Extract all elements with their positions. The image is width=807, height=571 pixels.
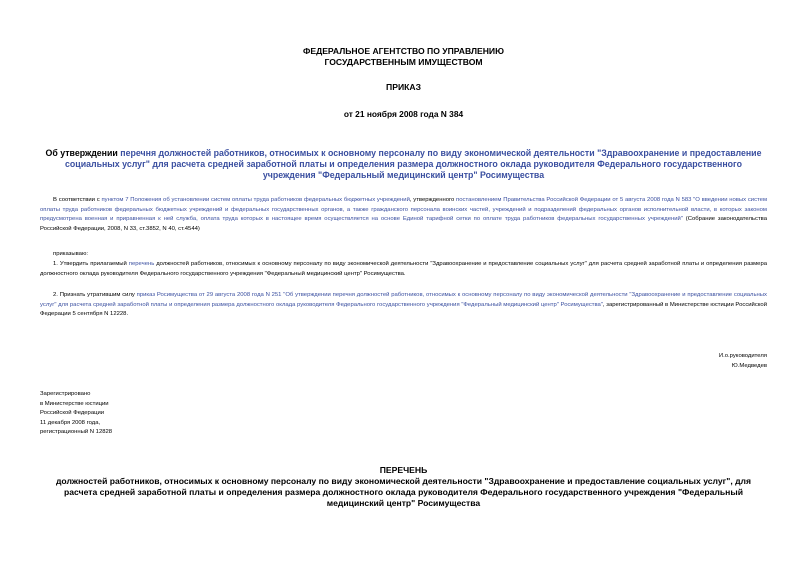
registration-line-3: Российской Федерации <box>40 410 105 416</box>
preamble-text-2: , утвержденного <box>409 197 457 203</box>
signatory-title: И.о.руководителя <box>718 353 767 359</box>
item-2-paragraph <box>40 291 767 320</box>
document-date-number: от 21 ноября 2008 года N 384 <box>343 109 464 119</box>
subject-prefix: Об утверждении <box>45 148 121 158</box>
agency-line-2: ГОСУДАРСТВЕННЫМ ИМУЩЕСТВОМ <box>324 57 483 67</box>
preamble-link-2[interactable]: постановлением Правительства Российской Федерации от 5 августа 2008 года N 583 "О введении новых систем оплаты труда работников федеральных бюджетных учреждений и федеральных государственных органов, а также гражданского персонала воинских частей, учреждений и подразделений федеральных органов исполнительной власти, в которых законом предусмотрена военная и приравненная к ней служба, оплата труда которых в настоящее время осуществляется на основе Единой тарифной сетки по оплате труда работников федеральных государственных учреждений" <box>40 197 767 222</box>
item-1-paragraph <box>40 260 767 279</box>
subject-link[interactable]: перечня должностей работников, относимых к основному персоналу по виду экономической деятельности "Здравоохранение и предоставление социальных услуг" для расчета средней заработной платы и определения размера должностного оклада руководителя Федерального государственного учреждения "Федеральный медицинский центр" Росимущества <box>65 148 762 180</box>
registration-line-1: Зарегистрировано <box>40 391 91 397</box>
document-subject <box>40 148 767 181</box>
agency-line-1: ФЕДЕРАЛЬНОЕ АГЕНТСТВО ПО УПРАВЛЕНИЮ <box>303 46 504 56</box>
registration-line-4: 11 декабря 2008 года, <box>40 419 101 426</box>
item-2-text-1: 2. Признать утратившим силу <box>53 292 137 298</box>
preamble-link-1[interactable]: пунктом 7 Положения об установлении систем оплаты труда работников федеральных бюджетных учреждений <box>101 197 410 203</box>
registration-block <box>40 390 112 438</box>
preamble-text-3: (Собрание законодательства Российской Федерации, 2008, N 33, ст.3852, N 40, ст.4544) <box>40 216 767 232</box>
order-word: приказываю: <box>53 251 89 257</box>
item-1-text-1: 1. Утвердить прилагаемый <box>53 261 129 267</box>
signatory-name: Ю.Медведев <box>731 362 767 369</box>
item-1-text-2: должностей работников, относимых к основному персоналу по виду экономической деятельности "Здравоохранение и предоставление социальных услуг" для расчета средней заработной платы и определения размера должностного оклада руководителя Федерального государственного учреждения "Федеральный медицинский центр" Росимущества. <box>40 261 767 277</box>
item-2-text-2: , зарегистрированный в Министерстве юстиции Российской Федерации 5 сентября N 12228. <box>40 301 767 317</box>
preamble-text-1: В соответствии с <box>53 197 102 203</box>
document-type: ПРИКАЗ <box>386 82 421 92</box>
item-2-link[interactable]: приказ Росимущества от 29 августа 2008 года N 251 "Об утверждении перечня должностей работников, относимых к основному персоналу по виду экономической деятельности "Здравоохранение и предоставление социальных услуг" для расчета средней заработной платы и определения размера должностного оклада руководителя Федерального государственного учреждения "Федеральный медицинский центр" Росимущества" <box>40 292 767 308</box>
agency-name <box>0 46 807 68</box>
preamble-paragraph <box>40 196 767 234</box>
item-1-link[interactable]: перечень <box>128 261 155 267</box>
registration-line-5: регистрационный N 12828 <box>40 429 113 435</box>
signature-block <box>719 352 767 371</box>
list-title: ПЕРЕЧЕНЬ <box>379 465 428 475</box>
registration-line-2: в Министерстве юстиции <box>40 400 109 407</box>
list-subtitle: должностей работников, относимых к основному персоналу по виду экономической деятельности "Здравоохранение и предоставление социальных услуг", для расчета средней заработной платы и определения размера должностного оклада руководителя Федерального государственного учреждения "Федеральный медицинский центр" Росимущества <box>55 476 752 508</box>
